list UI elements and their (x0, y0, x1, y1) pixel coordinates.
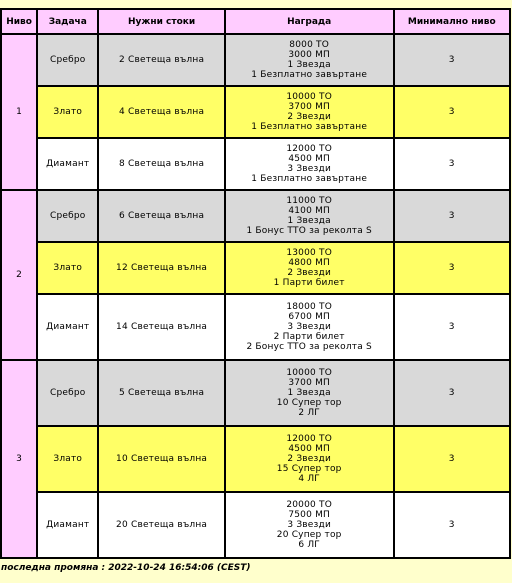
goods-cell: 4 Светеща вълна (99, 87, 223, 137)
reward-line: 8000 ТО (289, 40, 330, 50)
header-goods: Нужни стоки (99, 10, 223, 33)
reward-line: 2 Звезди (287, 268, 331, 278)
reward-line: 10 Супер тор (276, 398, 342, 408)
reward-line: 2 Парти билет (273, 332, 345, 342)
reward-line: 11000 ТО (286, 196, 333, 206)
reward-line: 4100 МП (288, 206, 331, 216)
table-row (2, 493, 509, 557)
goods-cell: 12 Светеща вълна (99, 243, 223, 293)
reward-cell (226, 243, 393, 293)
reward-cell (226, 87, 393, 137)
reward-cell (226, 295, 393, 359)
reward-line: 10000 ТО (286, 368, 333, 378)
task-cell: Злато (38, 87, 97, 137)
reward-line: 4800 МП (288, 258, 331, 268)
reward-line: 20 Супер тор (276, 530, 342, 540)
table-row (2, 191, 509, 241)
reward-line: 1 Безплатно завъртане (251, 70, 368, 80)
reward-line: 2 ЛГ (298, 408, 320, 418)
header-row (2, 10, 509, 33)
min-level-cell: 3 (395, 493, 510, 557)
table-row (2, 139, 509, 189)
min-level-cell: 3 (395, 191, 510, 241)
reward-cell (226, 191, 393, 241)
reward-line: 1 Безплатно завъртане (251, 122, 368, 132)
min-level-cell: 3 (395, 295, 510, 359)
min-level-cell: 3 (395, 87, 510, 137)
table-row (2, 243, 509, 293)
reward-line: 7500 МП (288, 510, 331, 520)
reward-line: 1 Звезда (287, 216, 331, 226)
table-row (2, 361, 509, 425)
table-row (2, 295, 509, 359)
min-level-cell: 3 (395, 361, 510, 425)
reward-line: 3 Звезди (287, 322, 331, 332)
goods-cell: 6 Светеща вълна (99, 191, 223, 241)
reward-line: 3 Звезди (287, 520, 331, 530)
min-level-cell: 3 (395, 35, 510, 85)
reward-line: 2 Бонус ТТО за реколта S (246, 342, 372, 352)
min-level-cell: 3 (395, 139, 510, 189)
level-cell: 3 (2, 361, 36, 557)
task-cell: Диамант (38, 295, 97, 359)
goods-cell: 14 Светеща вълна (99, 295, 223, 359)
reward-line: 4500 МП (288, 444, 331, 454)
reward-line: 12000 ТО (286, 434, 333, 444)
reward-line: 10000 ТО (286, 92, 333, 102)
reward-line: 3700 МП (288, 378, 331, 388)
min-level-cell: 3 (395, 427, 510, 491)
reward-cell (226, 35, 393, 85)
reward-line: 2 Звезди (287, 454, 331, 464)
reward-line: 3700 МП (288, 102, 331, 112)
reward-line: 4500 МП (288, 154, 331, 164)
header-task: Задача (38, 10, 97, 33)
table-row (2, 87, 509, 137)
reward-line: 18000 ТО (286, 302, 333, 312)
reward-line: 1 Парти билет (273, 278, 345, 288)
task-cell: Диамант (38, 139, 97, 189)
task-cell: Сребро (38, 361, 97, 425)
goods-cell: 20 Светеща вълна (99, 493, 223, 557)
task-cell: Диамант (38, 493, 97, 557)
reward-line: 2 Звезди (287, 112, 331, 122)
last-modified: последна промяна : 2022-10-24 16:54:06 (CEST) (1, 563, 251, 573)
level-cell: 2 (2, 191, 36, 359)
level-cell: 1 (2, 35, 36, 189)
header-min-level: Минимално ниво (395, 10, 510, 33)
reward-line: 1 Звезда (287, 60, 331, 70)
reward-cell (226, 361, 393, 425)
table-row (2, 35, 509, 85)
reward-cell (226, 427, 393, 491)
header-level: Ниво (2, 10, 36, 33)
table-row (2, 427, 509, 491)
goods-cell: 5 Светеща вълна (99, 361, 223, 425)
reward-line: 20000 ТО (286, 500, 333, 510)
task-cell: Сребро (38, 35, 97, 85)
reward-line: 13000 ТО (286, 248, 333, 258)
reward-line: 1 Бонус ТТО за реколта S (246, 226, 372, 236)
task-cell: Злато (38, 427, 97, 491)
reward-line: 4 ЛГ (298, 474, 320, 484)
reward-line: 1 Безплатно завъртане (251, 174, 368, 184)
reward-line: 6 ЛГ (298, 540, 320, 550)
reward-cell (226, 139, 393, 189)
task-cell: Злато (38, 243, 97, 293)
header-reward: Награда (226, 10, 393, 33)
goods-cell: 2 Светеща вълна (99, 35, 223, 85)
reward-cell (226, 493, 393, 557)
tasks-table (0, 8, 511, 559)
reward-line: 12000 ТО (286, 144, 333, 154)
reward-line: 15 Супер тор (276, 464, 342, 474)
reward-line: 3000 МП (288, 50, 331, 60)
min-level-cell: 3 (395, 243, 510, 293)
goods-cell: 8 Светеща вълна (99, 139, 223, 189)
goods-cell: 10 Светеща вълна (99, 427, 223, 491)
reward-line: 1 Звезда (287, 388, 331, 398)
reward-line: 6700 МП (288, 312, 331, 322)
reward-line: 3 Звезди (287, 164, 331, 174)
task-cell: Сребро (38, 191, 97, 241)
table-body (2, 35, 509, 557)
